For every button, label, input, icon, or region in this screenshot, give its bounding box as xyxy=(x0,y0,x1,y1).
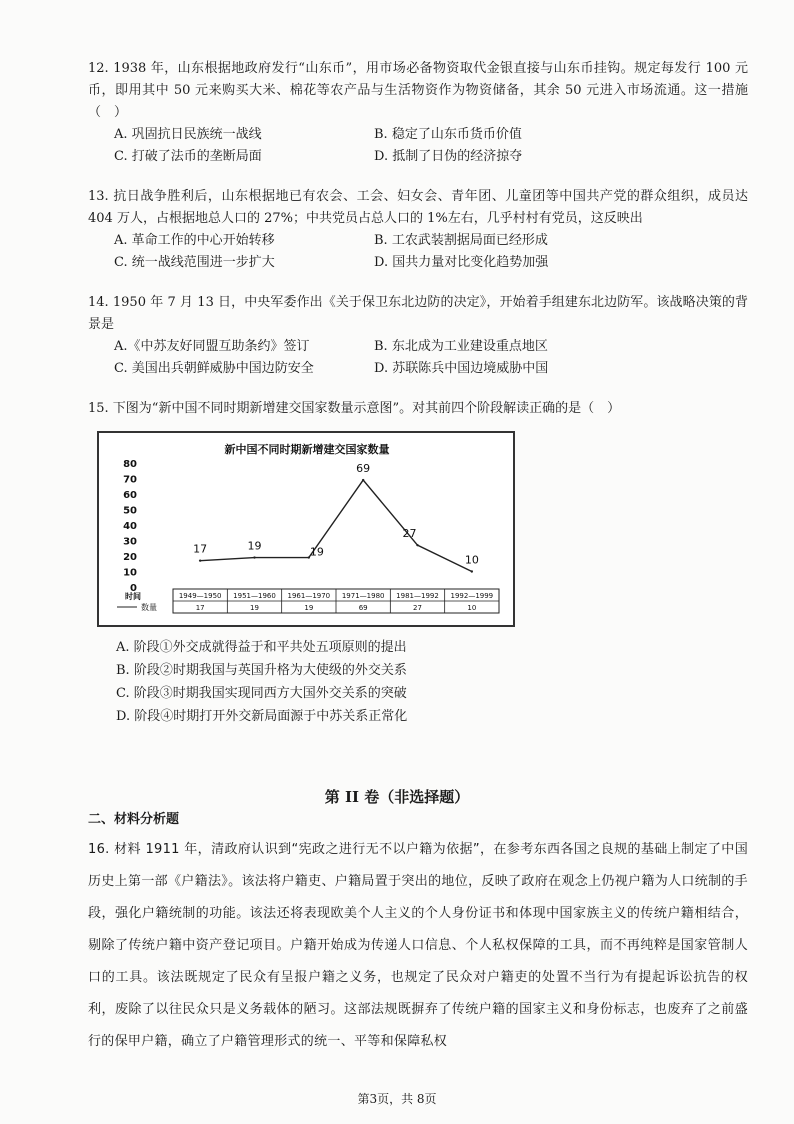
x-tick-label: 1981—1992 xyxy=(396,592,439,600)
option-a[interactable]: A. 革命工作的中心开始转移 xyxy=(114,233,275,248)
question-13-stem: 13. 抗日战争胜利后，山东根据地已有农会、工会、妇女会、青年团、儿童团等中国共产党的群众组织，成员达 404 万人，占根据地总人口的 27%；中共党员占总人口的 1%左右，几乎村村有党员，这反映出 xyxy=(88,189,748,226)
chart-svg xyxy=(99,433,513,625)
question-14-options xyxy=(88,336,748,380)
y-tick-label: 60 xyxy=(123,490,137,501)
option-a[interactable]: A. 巩固抗日民族统一战线 xyxy=(114,127,262,142)
option-d[interactable]: D. 阶段④时期打开外交新局面源于中苏关系正常化 xyxy=(116,709,408,724)
y-tick-label: 30 xyxy=(123,536,137,548)
question-15 xyxy=(88,398,748,420)
data-point xyxy=(253,556,255,558)
data-label: 69 xyxy=(356,462,371,476)
table-value: 10 xyxy=(467,604,477,612)
x-tick-label: 1971—1980 xyxy=(341,592,385,600)
y-tick-label: 50 xyxy=(123,505,137,517)
option-d[interactable]: D. 苏联陈兵中国边境威胁中国 xyxy=(374,361,549,376)
x-tick-label: 1949—1950 xyxy=(178,592,222,600)
option-a[interactable]: A. 阶段①外交成就得益于和平共处五项原则的提出 xyxy=(116,640,407,655)
option-b[interactable]: B. 工农武装割据局面已经形成 xyxy=(374,233,548,248)
question-14 xyxy=(88,292,748,380)
y-tick-label: 0 xyxy=(130,583,137,594)
chart-title: 新中国不同时期新增建交国家数量 xyxy=(224,443,390,456)
question-12-stem: 12. 1938 年，山东根据地政府发行“山东币”，用市场必备物资取代金银直接与山东币挂钩。规定每发行 100 元币，即用其中 50 元来购买大米、棉花等农产品与生活物资作为物资储备，其余 50 元进入市场流通。这一措施（ ） xyxy=(88,61,748,120)
section-title: 第 II 卷（非选择题） xyxy=(324,788,470,806)
table-value: 17 xyxy=(195,604,205,612)
option-c[interactable]: C. 阶段③时期我国实现同西方大国外交关系的突破 xyxy=(116,686,407,701)
question-14-stem: 14. 1950 年 7 月 13 日，中央军委作出《关于保卫东北边防的决定》，开始着手组建东北边防军。该战略决策的背景是 xyxy=(88,295,748,332)
page-footer: 第3页，共 8页 xyxy=(357,1092,437,1106)
table-value: 69 xyxy=(358,604,368,612)
question-15-options xyxy=(88,636,748,728)
y-tick-label: 80 xyxy=(123,459,137,470)
data-point xyxy=(199,559,201,561)
row-label-time: 时间 xyxy=(125,592,141,601)
data-point xyxy=(362,479,364,481)
row-label-count: 数量 xyxy=(141,603,157,612)
option-d[interactable]: D. 国共力量对比变化趋势加强 xyxy=(374,255,549,270)
series-line xyxy=(200,480,472,571)
question-15-stem: 15. 下图为“新中国不同时期新增建交国家数量示意图”。对其前四个阶段解读正确的是（ ） xyxy=(88,401,621,416)
section-heading: 二、材料分析题 xyxy=(88,812,180,827)
x-tick-label: 1992—1999 xyxy=(450,592,494,600)
data-label: 19 xyxy=(247,539,262,553)
data-label: 27 xyxy=(402,527,417,541)
question-12 xyxy=(88,58,748,168)
option-a[interactable]: A.《中苏友好同盟互助条约》签订 xyxy=(114,339,310,354)
line-chart xyxy=(97,431,515,627)
data-label: 17 xyxy=(193,542,208,556)
table-value: 27 xyxy=(413,604,422,612)
y-tick-label: 40 xyxy=(123,521,137,532)
option-b[interactable]: B. 东北成为工业建设重点地区 xyxy=(374,339,548,354)
option-c[interactable]: C. 美国出兵朝鲜威胁中国边防安全 xyxy=(114,361,314,376)
data-point xyxy=(416,544,418,546)
y-tick-label: 20 xyxy=(123,552,137,563)
table-value: 19 xyxy=(250,604,259,612)
question-13 xyxy=(88,186,748,274)
data-label: 19 xyxy=(309,545,324,559)
question-13-options xyxy=(88,230,748,274)
question-12-options xyxy=(88,124,748,168)
y-tick-label: 10 xyxy=(123,567,137,579)
data-label: 10 xyxy=(464,553,479,567)
x-tick-label: 1961—1970 xyxy=(287,592,331,600)
question-16-material: 16. 材料 1911 年，清政府认识到“宪政之进行无不以户籍为依据”，在参考东西各国之良规的基础上制定了中国历史上第一部《户籍法》。该法将户籍吏、户籍局置于突出的地位，反映了政府在观念上仍视户籍为人口统制的手段，强化户籍统制的功能。该法还将表现欧美个人主义的个人身份证书和体现中国家族主义的传统户籍相结合，剔除了传统户籍中资产登记项目。户籍开始成为传递人口信息、个人私权保障的工具，而不再纯粹是国家管制人口的工具。该法既规定了民众有呈报户籍之义务，也规定了民众对户籍吏的处置不当行为有提起诉讼抗告的权利，废除了以往民众只是义务载体的陋习。这部法规既摒弃了传统户籍的国家主义和身份标志，也废弃了之前盛行的保甲户籍，确立了户籍管理形式的统一、平等和保障私权 xyxy=(88,842,748,1049)
option-d[interactable]: D. 抵制了日伪的经济掠夺 xyxy=(374,149,523,164)
option-b[interactable]: B. 阶段②时期我国与英国升格为大使级的外交关系 xyxy=(116,663,407,678)
option-c[interactable]: C. 打破了法币的垄断局面 xyxy=(114,149,262,164)
option-c[interactable]: C. 统一战线范围进一步扩大 xyxy=(114,255,275,270)
data-point xyxy=(471,570,473,572)
table-value: 19 xyxy=(304,604,314,612)
option-b[interactable]: B. 稳定了山东币货币价值 xyxy=(374,127,522,142)
x-tick-label: 1951—1960 xyxy=(233,592,276,600)
y-tick-label: 70 xyxy=(123,474,137,486)
